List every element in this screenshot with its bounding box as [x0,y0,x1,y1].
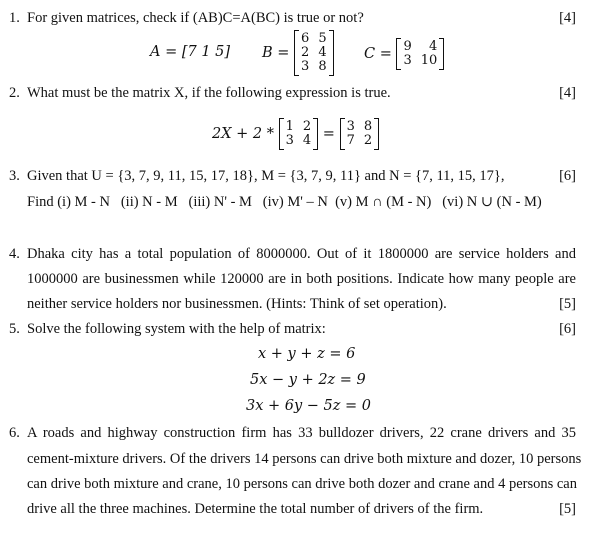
matrix-expression [212,118,379,150]
matrix-cell: 3 [403,53,412,68]
question-subparts: Find (i) M - N (ii) N - M (iii) N' - M (iv) M' – N (v) M ∩ (M - N) (vi) N ∪ (N - M) [27,194,542,210]
matrix-cell: 2 [363,133,373,148]
matrix-cell: 3 [301,59,310,74]
question-number: 6. [9,425,20,441]
question-number: 3. [9,168,20,184]
matrix-cell: 8 [363,119,373,134]
question-text-line: can drive both mixture and crane, 10 persons can drive both dozer and crane and 4 persons can [27,476,577,492]
question-number: 1. [9,10,20,26]
question-number: 4. [9,246,20,262]
matrix-cell: 7 [346,133,355,148]
question-number: 5. [9,321,20,337]
matrix-b-label: B = [262,45,290,61]
matrix-cell: 4 [318,45,327,60]
marks: [6] [559,321,576,337]
matrix-cell: 8 [318,59,327,74]
matrix-cell: 6 [301,31,310,46]
matrix-cell: 2 [301,45,310,60]
matrix-b [262,30,334,76]
marks: [5] [559,296,576,312]
matrix-c [364,38,444,70]
marks: [4] [559,85,576,101]
question-text: For given matrices, check if (AB)C=A(BC) is true or not? [27,10,364,26]
equals-sign: = [322,126,335,142]
matrix-cell: 3 [346,119,355,134]
matrix-cell: 4 [302,133,312,148]
question-text-line: drive all the three machines. Determine the total number of drivers of the firm. [27,501,484,517]
matrix-cell: 3 [285,133,294,148]
matrix-cell: 4 [429,39,438,54]
equation-3: 3x + 6y − 5z = 0 [246,398,372,414]
equation-1: x + y + z = 6 [258,346,356,362]
question-text-line: Dhaka city has a total population of 8000000. Out of it 1800000 are service holders and [27,246,576,262]
marks: [6] [559,168,576,184]
marks: [5] [559,501,576,517]
question-text-line: A roads and highway construction firm has 33 bulldozer drivers, 22 crane drivers and 35 [27,425,576,441]
marks: [4] [559,10,576,26]
expression-prefix: 2X + 2 * [212,126,275,142]
matrix-cell: 1 [285,119,294,134]
matrix-c-label: C = [364,46,392,62]
equation-2: 5x − y + 2z = 9 [250,372,366,388]
matrix-cell: 5 [318,31,327,46]
matrix-a: A = [7 1 5] [150,44,231,60]
question-text: What must be the matrix X, if the following expression is true. [27,85,391,101]
question-text-line: 1000000 are businessmen while 120000 are in both positions. Indicate how many people are [27,271,576,287]
question-text: Given that U = {3, 7, 9, 11, 15, 17, 18}, M = {3, 7, 9, 11} and N = {7, 11, 15, 17}, [27,168,505,184]
question-number: 2. [9,85,20,101]
matrix-cell: 2 [302,119,312,134]
question-text-line: neither service holders nor businessmen. (Hints: Think of set operation). [27,296,447,312]
matrix-cell: 10 [420,53,438,68]
question-text: Solve the following system with the help of matrix: [27,321,326,337]
question-text-line: cement-mixture drivers. Of the drivers 14 persons can drive both mixture and dozer, 10 persons [27,451,582,467]
matrix-cell: 9 [403,39,412,54]
